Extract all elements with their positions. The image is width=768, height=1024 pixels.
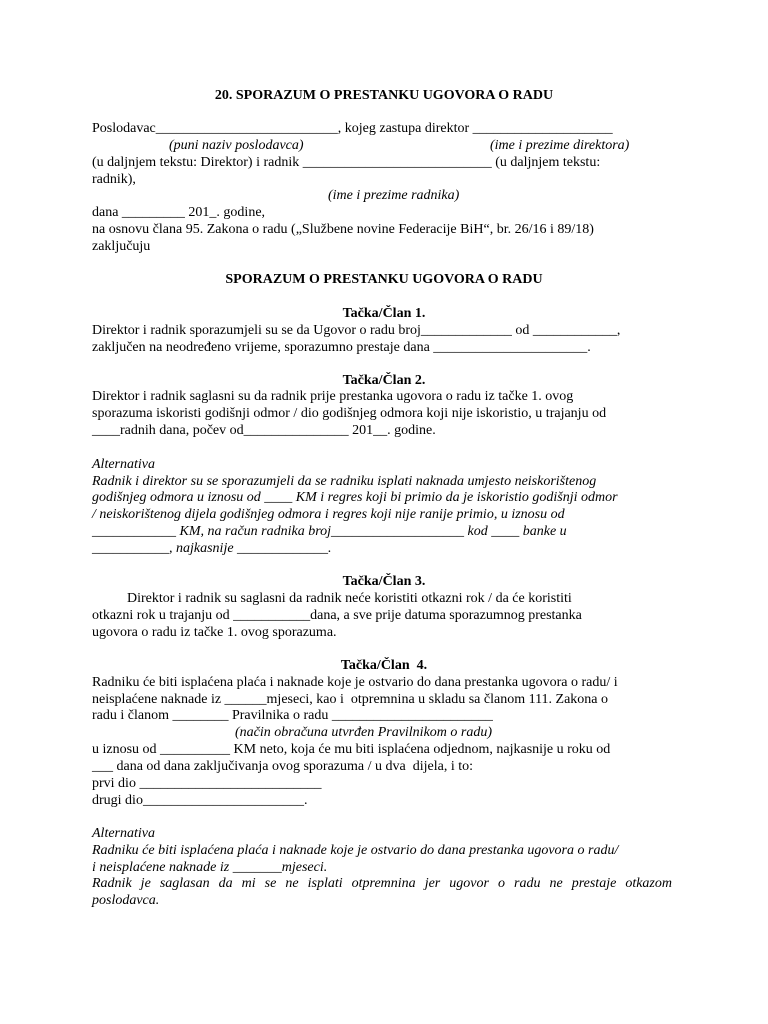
- alternative-label: Alternativa: [92, 826, 155, 841]
- clan1-line: zaključen na neodređeno vrijeme, sporazumno prestaje dana ______________________.: [92, 340, 591, 355]
- employer-hint: (puni naziv poslodavca): [169, 138, 304, 153]
- alternative-line: poslodavca.: [92, 893, 160, 908]
- alternative-label: Alternativa: [92, 457, 155, 472]
- alternative-line: Radniku će biti isplaćena plaća i naknade koje je ostvario do dana prestanka ugovora o radu/: [92, 843, 619, 858]
- alternative-line: godišnjeg odmora u iznosu od ____ KM i regres koji bi primio da je iskoristio godišnji odmor: [92, 490, 618, 505]
- clan4-line: u iznosu od __________ KM neto, koja će mu biti isplaćena odjednom, najkasnije u roku od: [92, 742, 611, 757]
- clan2-line: ____radnih dana, počev od_______________ 201__. godine.: [92, 423, 436, 438]
- legal-basis-line: na osnovu člana 95. Zakona o radu („Službene novine Federacije BiH“, br. 26/16 i 89/18): [92, 222, 594, 237]
- clan4-line: ___ dana od dana zaključivanja ovog sporazuma / u dva dijela, i to:: [92, 759, 473, 774]
- clan3-line: otkazni rok u trajanju od ___________dana, a sve prije datuma sporazumnog prestanka: [92, 608, 582, 623]
- worker-hint: (ime i prezime radnika): [328, 188, 460, 203]
- clan4-line: drugi dio_______________________.: [92, 793, 308, 808]
- clan2-line: Direktor i radnik saglasni su da radnik prije prestanka ugovora o radu iz tačke 1. ovog: [92, 389, 574, 404]
- clan4-line: Radniku će biti isplaćena plaća i naknade koje je ostvario do dana prestanka ugovora o radu/ i: [92, 675, 618, 690]
- worker-line: (u daljnjem tekstu: Direktor) i radnik ___________________________ (u daljnjem tekstu:: [92, 155, 601, 170]
- clan3-line: ugovora o radu iz tačke 1. ovog sporazuma.: [92, 625, 337, 640]
- alternative-line: ____________ KM, na račun radnika broj___________________ kod ____ banke u: [92, 524, 567, 539]
- clan2-heading: Tačka/Član 2.: [342, 373, 426, 388]
- employer-line: Poslodavac__________________________, kojeg zastupa direktor ____________________: [92, 121, 613, 136]
- alternative-line: Radnik i direktor su se sporazumjeli da se radniku isplati naknada umjesto neiskorištenog: [92, 474, 597, 489]
- alternative-line: / neiskorištenog dijela godišnjeg odmora i regres koji nije ranije primio, u iznosu od: [92, 507, 565, 522]
- clan4-line: radu i članom ________ Pravilnika o radu _______________________: [92, 708, 493, 723]
- director-hint: (ime i prezime direktora): [490, 138, 630, 153]
- clan3-heading: Tačka/Član 3.: [342, 574, 426, 589]
- alternative-line: i neisplaćene naknade iz _______mjeseci.: [92, 860, 328, 875]
- document-title: 20. SPORAZUM O PRESTANKU UGOVORA O RADU: [214, 88, 554, 103]
- calculation-hint: (način obračuna utvrđen Pravilnikom o radu): [235, 725, 493, 740]
- conclude-line: zaključuju: [92, 239, 151, 254]
- clan1-line: Direktor i radnik sporazumjeli su se da Ugovor o radu broj_____________ od ____________,: [92, 323, 621, 338]
- worker-line-cont: radnik),: [92, 172, 136, 187]
- clan4-line: neisplaćene naknade iz ______mjeseci, kao i otpremnina u skladu sa članom 111. Zakona o: [92, 692, 609, 707]
- date-line: dana _________ 201_. godine,: [92, 205, 266, 220]
- clan4-heading: Tačka/Član 4.: [340, 658, 428, 673]
- clan3-line: Direktor i radnik su saglasni da radnik neće koristiti otkazni rok / da će koristiti: [92, 591, 572, 606]
- clan1-heading: Tačka/Član 1.: [342, 306, 426, 321]
- alternative-line: Radnik je saglasan da mi se ne isplati otpremnina jer ugovor o radu ne prestaje otkazom: [92, 876, 672, 891]
- agreement-subtitle: SPORAZUM O PRESTANKU UGOVORA O RADU: [225, 272, 543, 287]
- alternative-line: ___________, najkasnije _____________.: [92, 541, 332, 556]
- clan4-line: prvi dio __________________________: [92, 776, 322, 791]
- clan2-line: sporazuma iskoristi godišnji odmor / dio godišnjeg odmora koji nije iskoristio, u trajanju od: [92, 406, 607, 421]
